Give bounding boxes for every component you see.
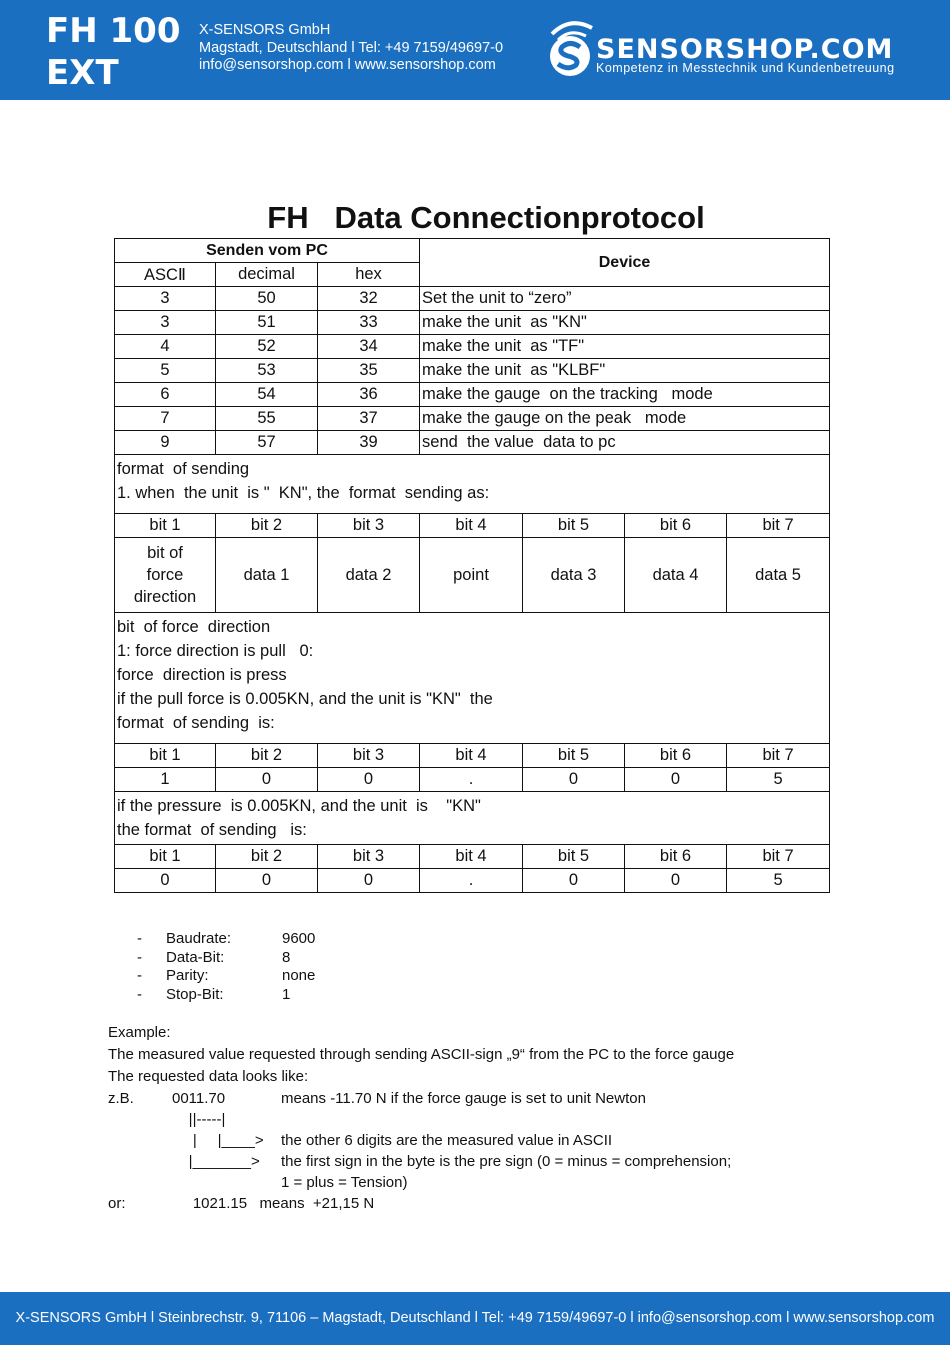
serial-params [137,930,315,1004]
example-row [108,1109,808,1130]
bit-cell: bit 2 [216,514,318,538]
param-row [137,949,315,968]
decimal-cell: 53 [216,359,318,383]
example-explanation: the first sign in the byte is the pre sign (0 = minus = comprehension; [281,1153,732,1170]
example-label: or: [108,1195,126,1212]
decimal-cell: 51 [216,311,318,335]
meaning-cell: data 2 [318,538,420,613]
param-key: Parity: [166,967,209,984]
decimal-cell: 55 [216,407,318,431]
col-hex: hex [318,263,420,287]
company-web: info@sensorshop.com l www.sensorshop.com [199,57,496,73]
bit-cell: bit 5 [523,744,625,768]
example-section [108,1022,734,1088]
example-explanation: 1 = plus = Tension) [281,1174,408,1191]
bit-cell: bit 7 [727,845,830,869]
value-cell: 0 [216,869,318,893]
device-cell: make the gauge on the peak mode [420,407,830,431]
example-explanation: the other 6 digits are the measured value in ASCII [281,1132,613,1149]
bit-cell: bit 7 [727,514,830,538]
param-dash: - [137,930,142,947]
ascii-cell: 5 [115,359,216,383]
bit-header-row [115,514,830,538]
device-cell: make the unit as "TF" [420,335,830,359]
bit-cell: bit 4 [420,514,523,538]
value-cell: 0 [523,768,625,792]
value-cell: 5 [727,869,830,893]
param-row [137,930,315,949]
bit-header-row [115,845,830,869]
pull-example-row [115,768,830,792]
example-value: |_______> [172,1153,260,1170]
ascii-cell: 9 [115,431,216,455]
bit-meaning-row [115,538,830,613]
table-row [115,407,830,431]
example-row [108,1193,808,1214]
document-title: FH Data Connectionprotocol [267,200,705,235]
meaning-cell: data 4 [625,538,727,613]
model-name [46,10,181,94]
meaning-cell: data 1 [216,538,318,613]
param-dash: - [137,967,142,984]
table-row [115,431,830,455]
decimal-cell: 50 [216,287,318,311]
example-label: z.B. [108,1090,134,1107]
logo-tagline: Kompetenz in Messtechnik und Kundenbetreuung [596,61,895,75]
example-value: | |____> [172,1132,264,1149]
param-value: 9600 [282,930,316,947]
decimal-cell: 54 [216,383,318,407]
device-cell: Set the unit to “zero” [420,287,830,311]
meaning-cell: data 5 [727,538,830,613]
example-explanation: means -11.70 N if the force gauge is set to unit Newton [281,1090,646,1107]
value-cell: 0 [318,768,420,792]
value-cell: 0 [216,768,318,792]
hex-cell: 34 [318,335,420,359]
value-cell: 0 [625,869,727,893]
bit-cell: bit 4 [420,845,523,869]
model-line-1: FH 100 [46,11,181,51]
company-info [199,22,503,75]
example-heading: Example: [108,1024,171,1041]
device-cell: send the value data to pc [420,431,830,455]
header-senden: Senden vom PC [115,239,420,263]
direction-description: bit of force direction 1: force direction is pull 0: force direction is press if the pull force is 0.005KN, and the unit is "KN" the format of sending is: [115,613,830,744]
col-decimal: decimal [216,263,318,287]
decimal-cell: 52 [216,335,318,359]
param-dash: - [137,985,142,1003]
param-value: 1 [282,985,291,1003]
page-header [0,0,950,100]
value-cell: 0 [625,768,727,792]
example-value: 0011.70 [172,1090,226,1107]
device-cell: make the unit as "KN" [420,311,830,335]
model-line-2: EXT [46,53,119,93]
example-value: ||-----| [172,1111,226,1128]
format-description: format of sending 1. when the unit is " KN", the format sending as: [115,455,830,514]
protocol-table [114,238,830,893]
ascii-cell: 6 [115,383,216,407]
ascii-cell: 3 [115,311,216,335]
param-key: Stop-Bit: [166,985,224,1003]
value-cell: 0 [115,869,216,893]
bit-cell: bit 3 [318,845,420,869]
company-address: Magstadt, Deutschland l Tel: +49 7159/49697-0 [199,39,504,56]
example-value: 1021.15 means +21,15 N [172,1195,375,1212]
bit-cell: bit 5 [523,845,625,869]
hex-cell: 36 [318,383,420,407]
hex-cell: 32 [318,287,420,311]
device-cell: make the unit as "KLBF" [420,359,830,383]
bit-cell: bit 3 [318,744,420,768]
value-cell: . [420,869,523,893]
hex-cell: 33 [318,311,420,335]
value-cell: . [420,768,523,792]
bit-cell: bit 3 [318,514,420,538]
bit-cell: bit 1 [115,744,216,768]
param-row [137,967,315,986]
ascii-cell: 4 [115,335,216,359]
pressure-description: if the pressure is 0.005KN, and the unit is "KN" the format of sending is: [115,792,830,845]
page-footer: X-SENSORS GmbH l Steinbrechstr. 9, 71106 – Magstadt, Deutschland l Tel: +49 7159/49697-0 l info@sensorshop.com l www.sensorshop.com [0,1292,950,1345]
example-row [108,1088,808,1109]
bit-cell: bit 6 [625,845,727,869]
param-key: Data-Bit: [166,948,225,966]
table-row [115,383,830,407]
meaning-cell: point [420,538,523,613]
example-line-1: The measured value requested through sending ASCII-sign „9“ from the PC to the force gauge [108,1046,735,1063]
device-cell: make the gauge on the tracking mode [420,383,830,407]
meaning-cell: data 3 [523,538,625,613]
bit-cell: bit 6 [625,744,727,768]
bit-cell: bit 6 [625,514,727,538]
table-row [115,287,830,311]
bit-cell: bit 1 [115,845,216,869]
example-line-2: The requested data looks like: [108,1068,309,1085]
logo-text: SENSORSHOP.COM [596,34,894,65]
value-cell: 0 [318,869,420,893]
col-ascii: ASCⅡ [115,263,216,287]
bit-header-row [115,744,830,768]
company-name: X-SENSORS GmbH [199,22,331,38]
hex-cell: 35 [318,359,420,383]
bit-cell: bit 5 [523,514,625,538]
param-dash: - [137,948,142,966]
bit-cell: bit 4 [420,744,523,768]
bit-cell: bit 2 [216,744,318,768]
example-row [108,1130,808,1151]
value-cell: 1 [115,768,216,792]
value-cell: 0 [523,869,625,893]
bit-cell: bit 2 [216,845,318,869]
ascii-cell: 7 [115,407,216,431]
param-row [137,986,315,1005]
meaning-cell: bit of force direction [115,538,216,613]
header-device: Device [420,239,830,287]
param-value: 8 [282,948,291,966]
hex-cell: 37 [318,407,420,431]
table-row [115,335,830,359]
table-row [115,311,830,335]
param-value: none [282,967,316,984]
decimal-cell: 57 [216,431,318,455]
example-row [108,1172,808,1193]
table-row [115,359,830,383]
example-detail [108,1088,808,1214]
bit-cell: bit 1 [115,514,216,538]
press-example-row [115,869,830,893]
bit-cell: bit 7 [727,744,830,768]
example-row [108,1151,808,1172]
ascii-cell: 3 [115,287,216,311]
value-cell: 5 [727,768,830,792]
param-key: Baudrate: [166,930,232,947]
hex-cell: 39 [318,431,420,455]
